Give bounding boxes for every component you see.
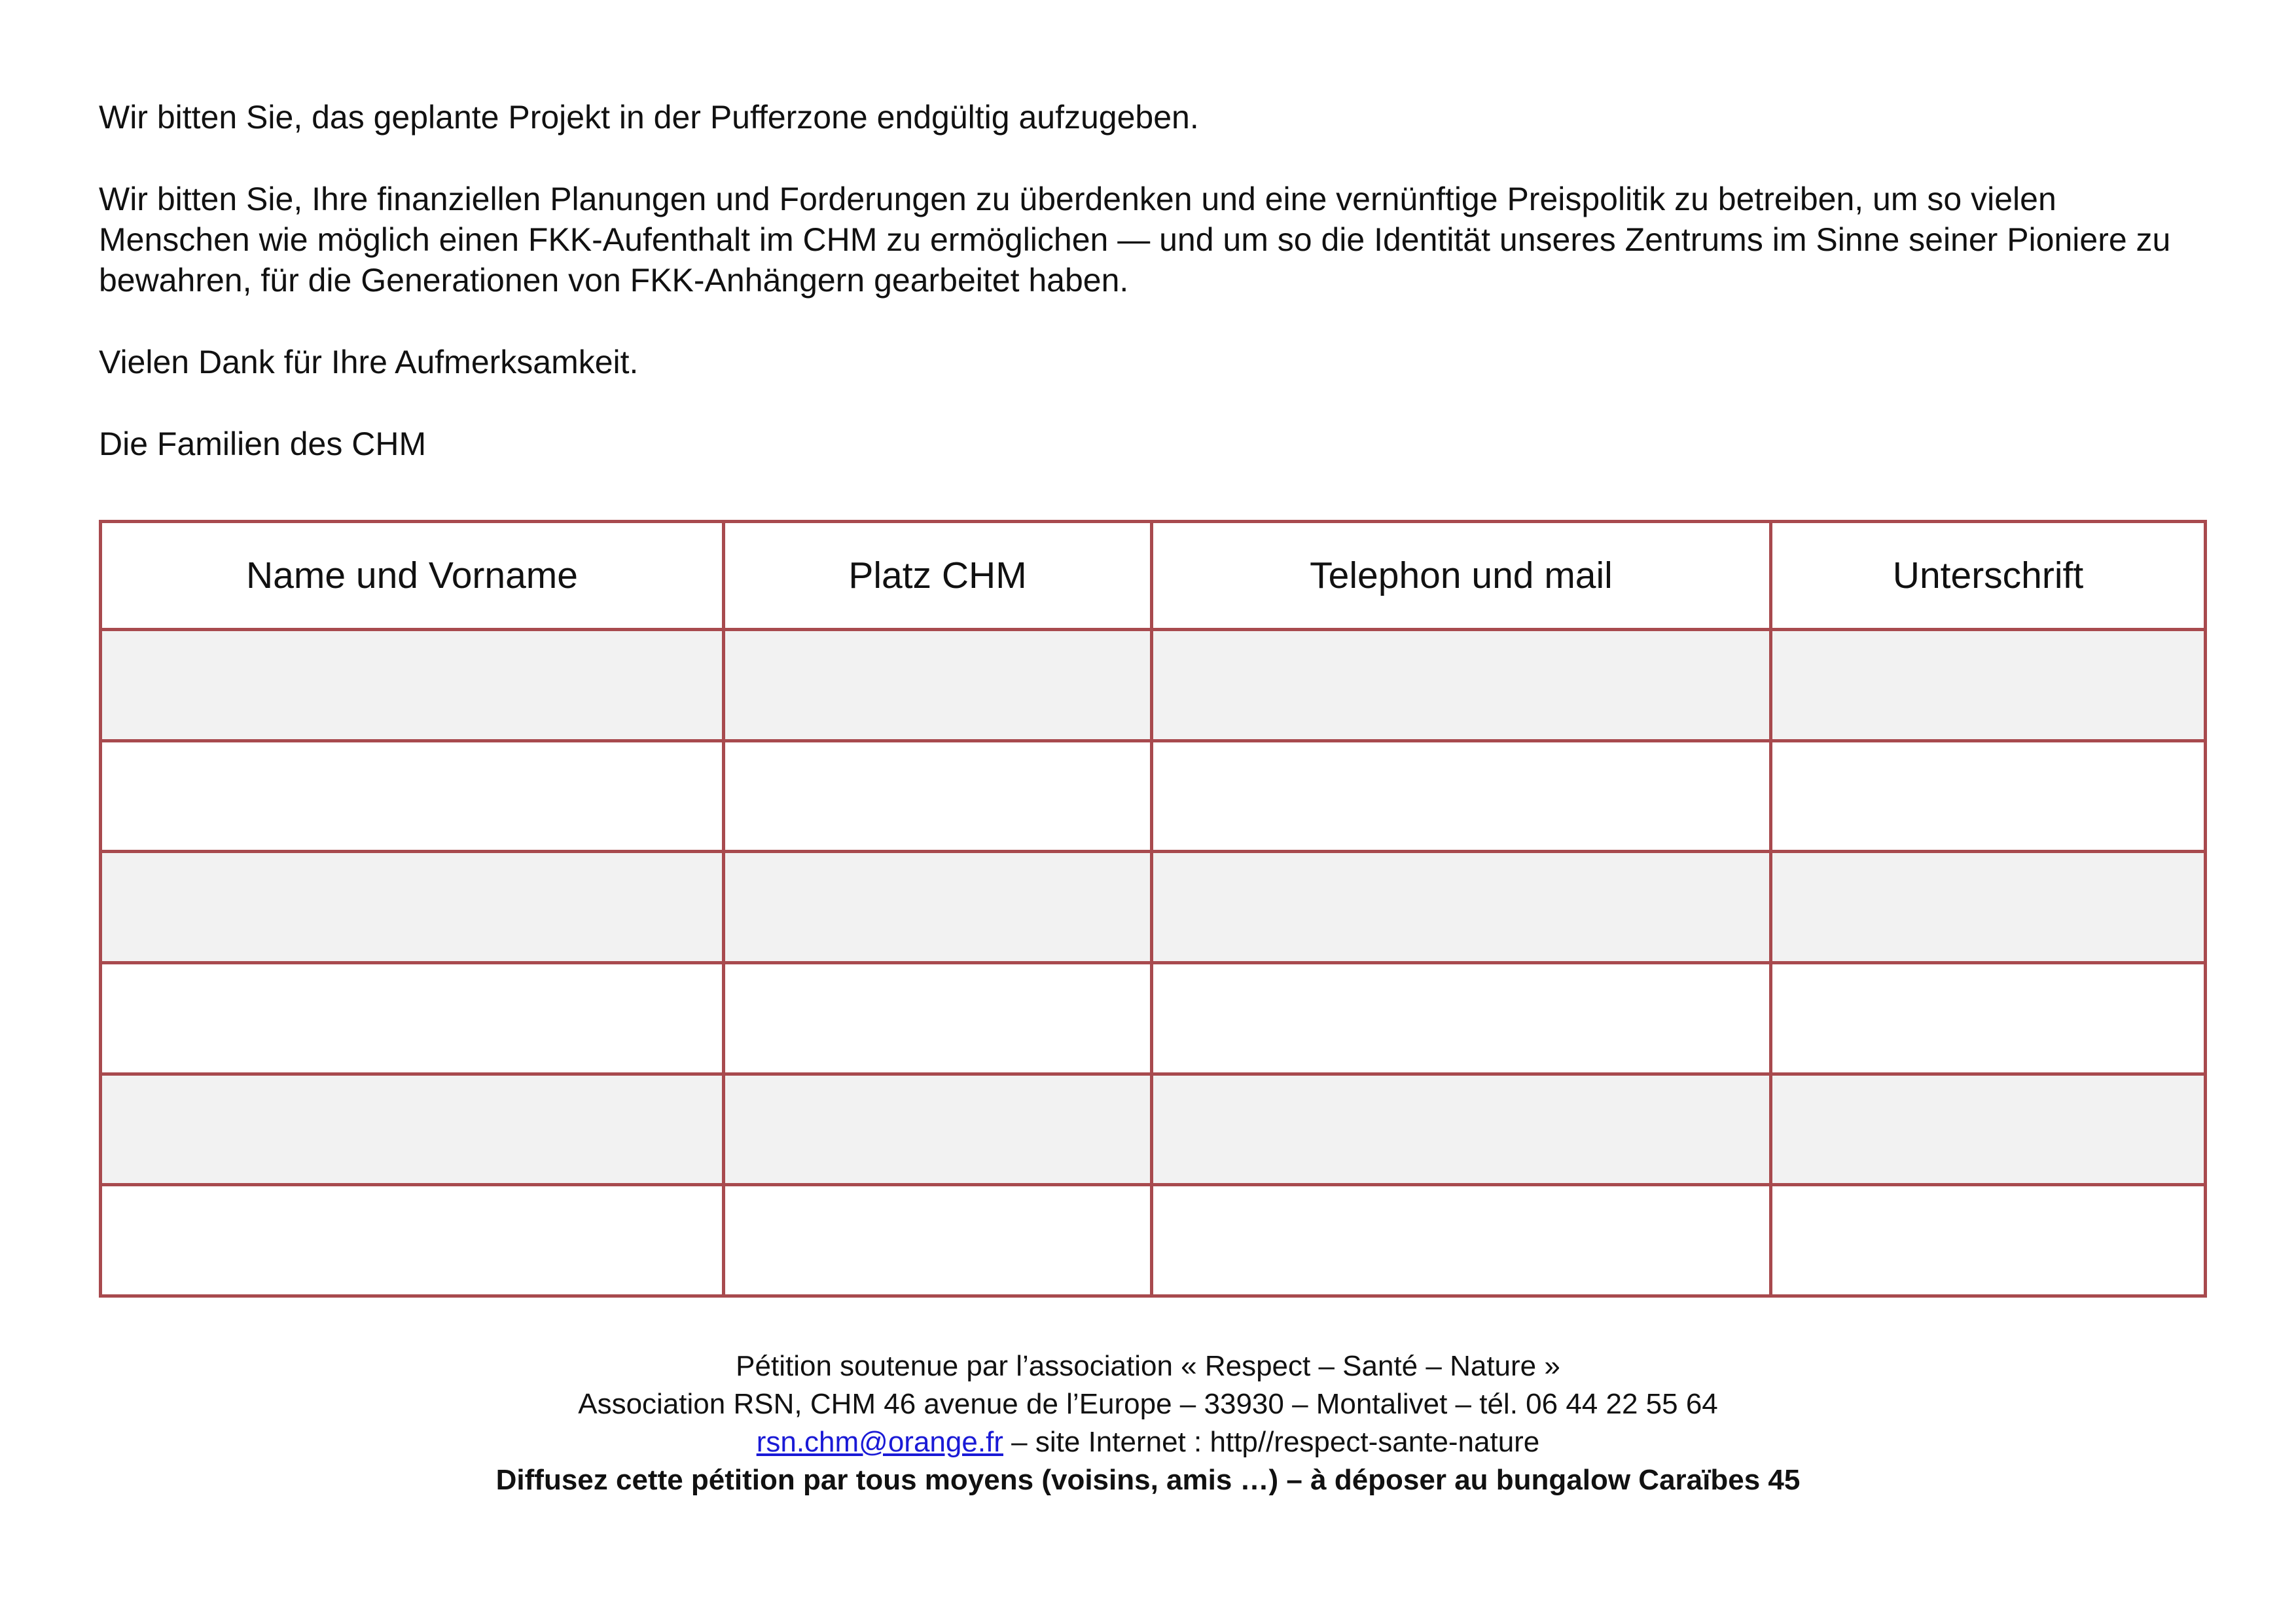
cell-platz[interactable]	[724, 962, 1152, 1074]
table-row	[101, 1074, 2206, 1185]
footer-line-1: Pétition soutenue par l’association « Respect – Santé – Nature »	[736, 1350, 1560, 1382]
cell-unterschrift[interactable]	[1771, 1185, 2206, 1296]
website-text: – site Internet : http//respect-sante-nature	[1003, 1426, 1540, 1458]
table-row	[101, 1185, 2206, 1296]
cell-telephon[interactable]	[1152, 962, 1771, 1074]
cell-unterschrift[interactable]	[1771, 740, 2206, 852]
table-header-row	[101, 522, 2206, 630]
header-unterschrift: Unterschrift	[1771, 522, 2206, 630]
cell-platz[interactable]	[724, 852, 1152, 963]
cell-unterschrift[interactable]	[1771, 962, 2206, 1074]
letter-body	[99, 97, 2193, 464]
signature-table	[99, 520, 2207, 1298]
cell-telephon[interactable]	[1152, 1185, 1771, 1296]
footer-line-4: Diffusez cette pétition par tous moyens (voisins, amis …) – à déposer au bungalow Caraïbes 45	[495, 1464, 1801, 1496]
cell-platz[interactable]	[724, 630, 1152, 741]
cell-platz[interactable]	[724, 740, 1152, 852]
cell-name[interactable]	[101, 852, 724, 963]
cell-unterschrift[interactable]	[1771, 630, 2206, 741]
cell-name[interactable]	[101, 740, 724, 852]
cell-telephon[interactable]	[1152, 852, 1771, 963]
cell-platz[interactable]	[724, 1185, 1152, 1296]
footer	[0, 1347, 2296, 1499]
cell-name[interactable]	[101, 1074, 724, 1185]
letter-paragraph-3: Vielen Dank für Ihre Aufmerksamkeit.	[99, 344, 639, 380]
letter-signature: Die Familien des CHM	[99, 426, 427, 462]
cell-name[interactable]	[101, 1185, 724, 1296]
cell-telephon[interactable]	[1152, 630, 1771, 741]
table-row	[101, 740, 2206, 852]
table-row	[101, 962, 2206, 1074]
letter-paragraph-1: Wir bitten Sie, das geplante Projekt in der Pufferzone endgültig aufzugeben.	[99, 99, 1199, 136]
header-telephon: Telephon und mail	[1152, 522, 1771, 630]
cell-platz[interactable]	[724, 1074, 1152, 1185]
header-name: Name und Vorname	[101, 522, 724, 630]
cell-unterschrift[interactable]	[1771, 852, 2206, 963]
table-row	[101, 852, 2206, 963]
cell-telephon[interactable]	[1152, 740, 1771, 852]
email-link[interactable]: rsn.chm@orange.fr	[756, 1426, 1003, 1458]
cell-name[interactable]	[101, 962, 724, 1074]
footer-line-3	[0, 1423, 2296, 1461]
footer-line-2: Association RSN, CHM 46 avenue de l’Europe – 33930 – Montalivet – tél. 06 44 22 55 64	[578, 1388, 1718, 1420]
cell-unterschrift[interactable]	[1771, 1074, 2206, 1185]
header-platz: Platz CHM	[724, 522, 1152, 630]
cell-telephon[interactable]	[1152, 1074, 1771, 1185]
table-row	[101, 630, 2206, 741]
cell-name[interactable]	[101, 630, 724, 741]
letter-paragraph-2: Wir bitten Sie, Ihre finanziellen Planungen und Forderungen zu überdenken und eine vernünftige Preispolitik zu betreiben, um so vielen Menschen wie möglich einen FKK-Aufenthalt im CHM zu ermöglichen — und um so die Identität unseres Zentrums im Sinne seiner Pioniere zu bewahren, für die Generationen von FKK-Anhängern gearbeitet haben.	[99, 181, 2171, 299]
